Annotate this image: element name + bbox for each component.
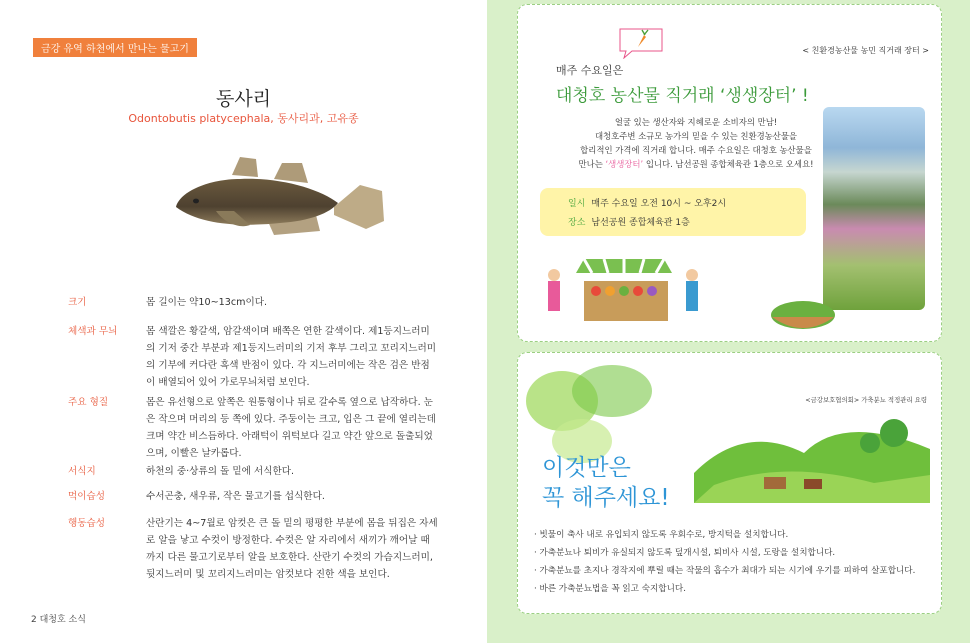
field-value: 몸 길이는 약10~13cm이다. (146, 297, 268, 308)
compost-tag: <금강보호협의회> 가축분뇨 적정관리 요령 (805, 396, 927, 404)
field-label: 행동습성 (68, 518, 106, 529)
compost-slogan (542, 453, 670, 513)
compost-bullets (534, 526, 934, 598)
field-label: 주요 형질 (68, 397, 109, 408)
intro-line: 얼굴 있는 생산자와 지혜로운 소비자의 만남! (614, 117, 778, 127)
fish-illustration (170, 155, 385, 245)
bullet-item: · 빗물이 축사 내로 유입되지 않도록 우회수로, 방지턱을 설치합니다. (534, 530, 789, 540)
speech-bubble-carrot-icon (618, 27, 664, 59)
field-label: 크기 (68, 297, 87, 308)
vegetable-bowl-icon (768, 295, 838, 337)
market-small-title: 매주 수요일은 (556, 64, 624, 77)
intro-line: 합리적인 가격에 직거래 합니다. 매주 수요일은 대청호 농산물을 (580, 145, 812, 155)
market-info-box (540, 188, 806, 236)
market-card (517, 4, 942, 342)
info-value: 매주 수요일 오전 10시 ~ 오후2시 (591, 199, 727, 209)
field-value: 몸 색깔은 황갈색, 암갈색이며 배쪽은 연한 갈색이다. 제1등지느러미의 기저 중간 부분과 제1등지느러미의 기저 후부 그리고 꼬리지느러미의 기부에 커다란 흑색 반점이 있다. 각 지느러미에는 작은 검은 반점이 배열되어 있어 가로무늬처럼 보인다. (146, 326, 436, 388)
intro-text: 입니다. 남선공원 종합체육관 1층으로 오세요! (643, 159, 814, 169)
market-illustration (532, 253, 712, 337)
bullet-item: · 가축분뇨나 퇴비가 유실되지 않도록 덮개시설, 퇴비사 시설, 도랑을 설치합니다. (534, 548, 836, 558)
section-tag: 금강 유역 하천에서 만나는 물고기 (33, 38, 197, 57)
field-label: 체색과 무늬 (68, 326, 118, 337)
info-where (568, 215, 690, 228)
info-when (568, 196, 726, 209)
field-label: 먹이습성 (68, 491, 106, 502)
info-value: 남선공원 종합체육관 1층 (591, 218, 690, 228)
field-label: 서식지 (68, 466, 96, 477)
farm-hills-illustration (694, 403, 930, 503)
intro-text: 만나는 (578, 159, 606, 169)
slogan-line: 이것만은 (542, 455, 631, 481)
bullet-item: · 바른 가축분뇨법을 꼭 읽고 숙지합니다. (534, 584, 686, 594)
market-photo (823, 107, 925, 310)
info-label: 장소 (568, 218, 586, 228)
intro-line: 대청호주변 소규모 농가의 믿을 수 있는 친환경농산물을 (594, 131, 798, 141)
compost-card (517, 352, 942, 614)
field-value: 하천의 중·상류의 돌 밑에 서식한다. (146, 466, 295, 477)
intro-highlight: ‘생생장터’ (605, 159, 644, 169)
fish-name: 동사리 (215, 88, 272, 110)
market-tag: < 친환경농산물 농민 직거래 장터 > (802, 46, 929, 55)
field-value: 수서곤충, 새우류, 작은 물고기를 섭식한다. (146, 491, 325, 502)
fish-subtitle: Odontobutis platycephala, 동사리과, 고유종 (128, 112, 359, 125)
info-label: 일시 (568, 199, 586, 209)
page-footer: 2 대청호 소식 (31, 615, 86, 625)
field-value: 몸은 유선형으로 앞쪽은 원통형이나 뒤로 갈수록 옆으로 납작하다. 눈은 작으며 머리의 등 쪽에 있다. 주둥이는 크고, 입은 그 끝에 열리는데 크며 약간 비스듬하다. 아래턱이 위턱보다 길고 약간 앞으로 돌출되었으며, 이빨은 날카롭다. (146, 397, 436, 459)
market-big-title: 대청호 농산물 직거래 ‘생생장터’ ! (556, 86, 809, 106)
market-intro (558, 115, 834, 171)
bullet-item: · 가축분뇨를 초지나 경작지에 뿌릴 때는 작물의 흡수가 최대가 되는 시기에 우기를 피하여 살포합니다. (534, 566, 916, 576)
slogan-line: 꼭 해주세요! (542, 485, 670, 511)
intro-line (558, 157, 834, 171)
field-value: 산란기는 4~7월로 암컷은 큰 돌 밑의 평평한 부분에 몸을 뒤집은 자세로 알을 낳고 수컷이 방정한다. 수컷은 알 자리에서 새끼가 깨어날 때까지 다른 물고기로부터 알을 보호한다. 산란기 수컷의 가슴지느러미, 뒷지느러미 및 꼬리지느러미는 암컷보다 진한 색을 보인다. (146, 518, 438, 580)
